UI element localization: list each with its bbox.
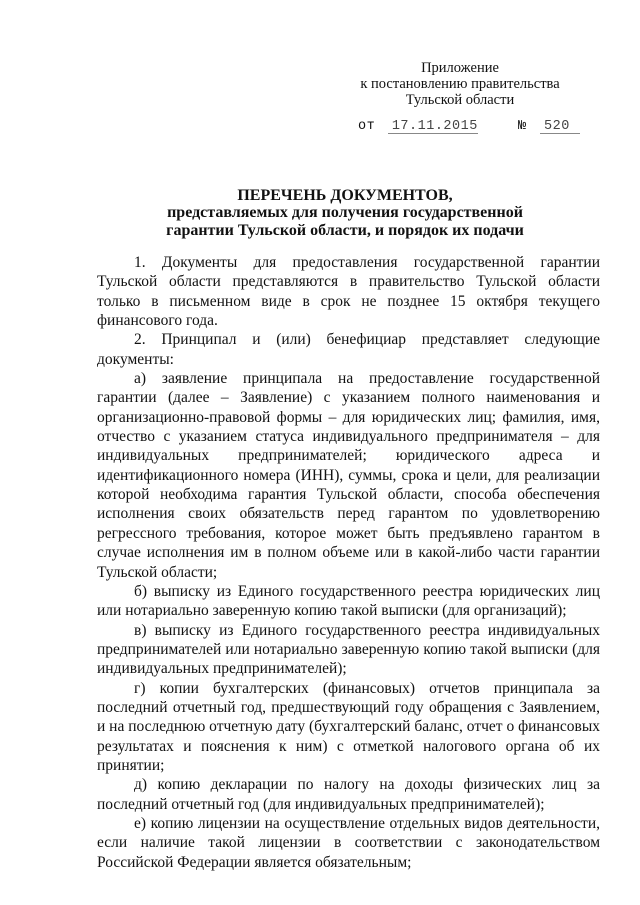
decree-number-label: № [518, 119, 527, 134]
paragraph-2e: д) копию декларации по налогу на доходы физических лиц за последний отчетный год (для индивидуальных предпринимателей); [97, 776, 600, 813]
paragraph-2d: г) копии бухгалтерских (финансовых) отчетов принципала за последний отчетный год, предшествующий году обращения с Заявлением, и на последнюю отчетную дату (бухгалтерский баланс, отчет о финансовых результатах и пояснения к ним) с отметкой налогового органа об их принятии; [97, 679, 600, 774]
document-title: ПЕРЕЧЕНЬ ДОКУМЕНТОВ, [237, 187, 453, 204]
date-underline [388, 133, 478, 134]
paragraph-2b: б) выписку из Единого государственного реестра юридических лиц или нотариально заверенную копию такой выписки (для организаций); [97, 582, 600, 620]
decree-date: 17.11.2015 [391, 119, 478, 134]
paragraph-2f: е) копию лицензии на осуществление отдельных видов деятельности, если наличие такой лицензии в соответствии с законодательством Российской Федерации является обязательным; [97, 814, 600, 871]
paragraph-1: 1. Документы для предоставления государственной гарантии Тульской области представляются в правительство Тульской области только в письменном виде в срок не позднее 15 октября текущего финансового года. [97, 254, 600, 330]
decree-from-label: от [358, 119, 376, 134]
annex-title: Приложение [421, 60, 499, 76]
document-body [97, 253, 600, 872]
paragraph-2a: а) заявление принципала на предоставление государственной гарантии (далее – Заявление) с указанием полного наименования и организационно-правовой формы – для юридических лиц; фамилия, имя, отчество с указанием статуса индивидуального предпринимателя – для индивидуальных предпринимателей; юридического адреса и идентификационного номера (ИНН), суммы, срока и цели, для реализации которой необходима гарантия Тульской области, способа обеспечения исполнения своих обязательств перед гарантом по удовлетворению регрессного требования, которое может быть предъявлено гарантом в случае исполнения им в полном объеме или в какой-либо части гарантии Тульской области; [97, 370, 600, 581]
paragraph-2c: в) выписку из Единого государственного реестра индивидуальных предпринимателей или нотариально заверенную копию такой выписки (для индивидуальных предпринимателей); [97, 621, 600, 678]
paragraph-2: 2. Принципал и (или) бенефициар представляет следующие документы: [97, 331, 600, 368]
decree-number: 520 [544, 119, 570, 134]
document-subtitle-line: гарантии Тульской области, и порядок их подачи [166, 222, 524, 239]
annex-header [345, 60, 575, 108]
decree-reference [358, 119, 570, 134]
annex-line: к постановлению правительства [360, 76, 560, 92]
document-subtitle-line: представляемых для получения государственной [167, 204, 523, 221]
annex-region: Тульской области [405, 92, 515, 108]
number-underline [540, 133, 580, 134]
